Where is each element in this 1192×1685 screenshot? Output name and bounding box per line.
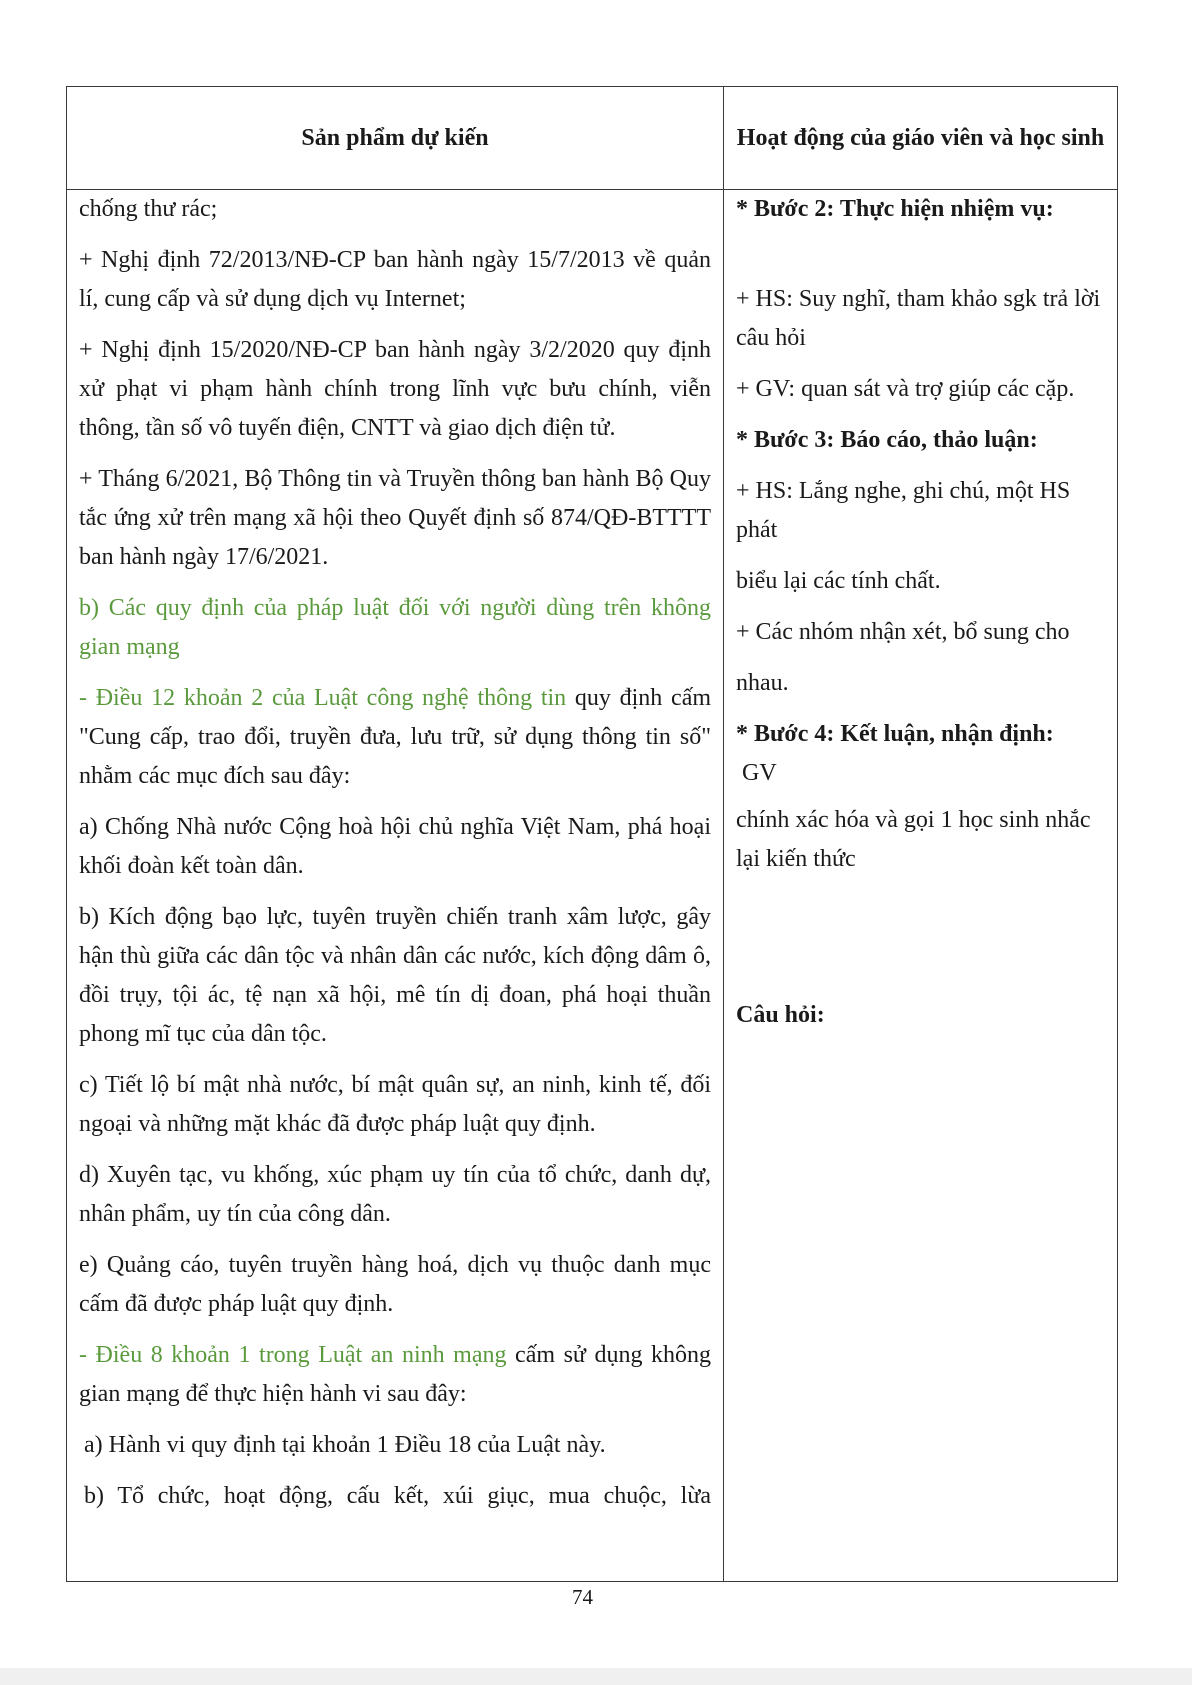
lesson-table [66, 86, 1118, 1582]
left-column [67, 190, 724, 1582]
law-reference: - Điều 12 khoản 2 của Luật công nghệ thông tin [79, 685, 567, 711]
paragraph-text: quy định cấm "Cung cấp, trao đổi, truyền đưa, lưu trữ, sử dụng thông tin số" nhằm các mục đích sau đây: [79, 685, 712, 789]
paragraph: + HS: Lắng nghe, ghi chú, một HS phát [736, 478, 1071, 543]
step-4-block [736, 715, 1105, 793]
paragraph: + HS: Suy nghĩ, tham khảo sgk trả lời câu hỏi [736, 286, 1101, 351]
section-heading: b) Các quy định của pháp luật đối với người dùng trên không gian mạng [79, 595, 711, 660]
step-3-heading: * Bước 3: Báo cáo, thảo luận: [736, 427, 1038, 453]
paragraph: + Nghị định 72/2013/NĐ-CP ban hành ngày 15/7/2013 về quản lí, cung cấp và sử dụng dịch vụ Internet; [79, 247, 711, 312]
step-2-heading: * Bước 2: Thực hiện nhiệm vụ: [736, 196, 1054, 222]
paragraph-text: GV [736, 760, 777, 786]
paragraph [79, 1336, 711, 1414]
paragraph: + Nghị định 15/2020/NĐ-CP ban hành ngày 3/2/2020 quy định xử phạt vi phạm hành chính trong lĩnh vực bưu chính, viễn thông, tần số vô tuyến điện, CNTT và giao dịch điện tử. [79, 337, 711, 441]
paragraph: nhau. [736, 670, 789, 696]
paragraph: chính xác hóa và gọi 1 học sinh nhắc lại kiến thức [736, 807, 1091, 872]
right-column [724, 190, 1118, 1582]
paragraph: + GV: quan sát và trợ giúp các cặp. [736, 376, 1075, 402]
paragraph: a) Hành vi quy định tại khoản 1 Điều 18 của Luật này. [84, 1432, 606, 1458]
paragraph: + Các nhóm nhận xét, bổ sung cho [736, 619, 1070, 645]
step-4-heading: * Bước 4: Kết luận, nhận định: [736, 721, 1054, 747]
header-activities: Hoạt động của giáo viên và học sinh [724, 87, 1118, 190]
paragraph: biểu lại các tính chất. [736, 568, 941, 594]
paragraph [79, 679, 711, 796]
page-bottom-band [0, 1668, 1192, 1685]
paragraph: d) Xuyên tạc, vu khống, xúc phạm uy tín của tổ chức, danh dự, nhân phẩm, uy tín của công dân. [79, 1162, 711, 1227]
law-reference: - Điều 8 khoản 1 trong Luật an ninh mạng [79, 1342, 507, 1368]
page-number: 74 [572, 1585, 593, 1609]
paragraph: b) Tổ chức, hoạt động, cấu kết, xúi giục, mua chuộc, lừa [84, 1483, 711, 1509]
header-expected-product: Sản phẩm dự kiến [67, 87, 724, 190]
paragraph: a) Chống Nhà nước Cộng hoà hội chủ nghĩa Việt Nam, phá hoại khối đoàn kết toàn dân. [79, 814, 711, 879]
paragraph: b) Kích động bạo lực, tuyên truyền chiến tranh xâm lược, gây hận thù giữa các dân tộc và nhân dân các nước, kích động dâm ô, đồi trụy, tội ác, tệ nạn xã hội, mê tín dị đoan, phá hoại thuần phong mĩ tục của dân tộc. [79, 904, 711, 1047]
paragraph: c) Tiết lộ bí mật nhà nước, bí mật quân sự, an ninh, kinh tế, đối ngoại và những mặt khác đã được pháp luật quy định. [79, 1072, 711, 1137]
questions-heading: Câu hỏi: [736, 1002, 825, 1028]
paragraph: e) Quảng cáo, tuyên truyền hàng hoá, dịch vụ thuộc danh mục cấm đã được pháp luật quy định. [79, 1252, 711, 1317]
paragraph-text: cấm sử dụng không gian mạng để thực hiện hành vi sau đây: [79, 1342, 712, 1407]
paragraph: chống thư rác; [79, 196, 218, 222]
paragraph: + Tháng 6/2021, Bộ Thông tin và Truyền thông ban hành Bộ Quy tắc ứng xử trên mạng xã hội theo Quyết định số 874/QĐ-BTTTT ban hành ngày 17/6/2021. [79, 466, 711, 570]
